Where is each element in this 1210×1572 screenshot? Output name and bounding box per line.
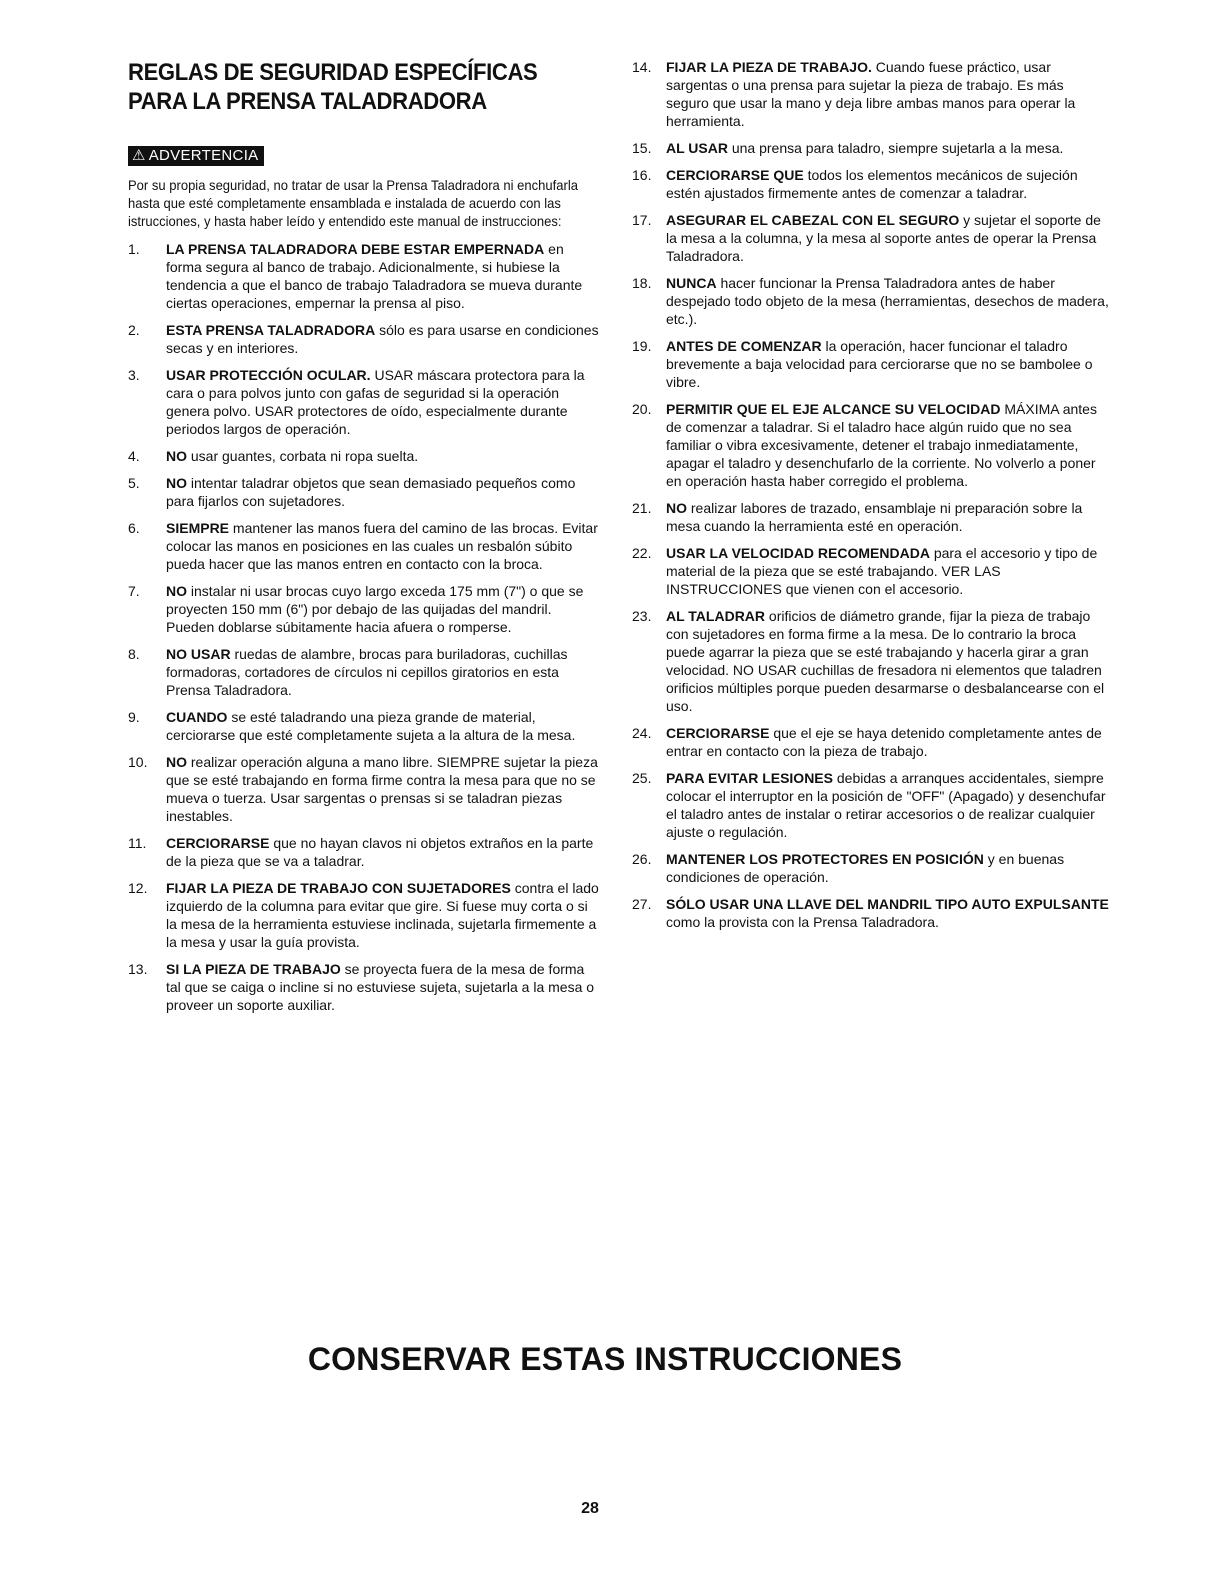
rule-lead: SI LA PIEZA DE TRABAJO — [166, 961, 341, 977]
rule-item — [128, 519, 600, 573]
warning-badge — [128, 146, 264, 166]
rule-number: 22. — [632, 545, 652, 561]
rule-number: 3. — [128, 367, 140, 383]
rule-lead: NO — [166, 754, 187, 770]
rule-item — [632, 724, 1110, 760]
rule-lead: NO — [166, 448, 187, 464]
rule-item — [128, 366, 600, 438]
rule-lead: PERMITIR QUE EL EJE ALCANCE SU VELOCIDAD — [666, 401, 1001, 417]
rule-item — [128, 321, 600, 357]
title-line-1: REGLAS DE SEGURIDAD ESPECÍFICAS — [128, 59, 538, 86]
rule-number: 16. — [632, 167, 652, 183]
rule-lead: NUNCA — [666, 275, 717, 291]
rule-text: se proyecta fuera de la mesa de forma tal que se caiga o incline si no estuviese sujeta, sujetarla a la mesa o proveer un soporte auxiliar. — [166, 961, 595, 1013]
rule-text: realizar operación alguna a mano libre. SIEMPRE sujetar la pieza que se esté trabajando en forma firme contra la mesa para que no se mueva o tuerza. Usar sargentas o prensas si se taladran piezas inestables. — [166, 754, 598, 824]
rule-item — [632, 544, 1110, 598]
rule-text: y en buenas condiciones de operación. — [666, 851, 1065, 885]
rule-item — [128, 447, 600, 465]
rule-number: 14. — [632, 59, 652, 75]
rule-number: 25. — [632, 770, 652, 786]
rule-lead: NO — [166, 475, 187, 491]
rule-text: contra el lado izquierdo de la columna para evitar que gire. Si fuese muy corta o si la mesa de la herramienta estuviese inclinada, sujetarla firmemente a la mesa y usar la guía provista. — [166, 880, 599, 950]
rule-item — [128, 582, 600, 636]
rule-number: 23. — [632, 608, 652, 624]
rule-number: 17. — [632, 212, 652, 228]
left-column — [128, 58, 600, 1023]
right-column — [632, 58, 1110, 940]
rule-number: 15. — [632, 140, 652, 156]
rule-lead: PARA EVITAR LESIONES — [666, 770, 833, 786]
page-title — [128, 58, 562, 116]
rule-text: USAR máscara protectora para la cara o para polvos junto con gafas de seguridad si la operación genera polvo. USAR protectores de oído, especialmente durante periodos largos de operación. — [166, 367, 585, 437]
rule-lead: CUANDO — [166, 709, 228, 725]
rule-text: Cuando fuese práctico, usar sargentas o una prensa para sujetar la pieza de trabajo. Es más seguro que usar la mano y deja libre ambas manos para operar la herramienta. — [666, 59, 1076, 129]
rule-text: para el accesorio y tipo de material de la pieza que se esté trabajando. VER LAS INSTRUCCIONES que vienen con el accesorio. — [666, 545, 1098, 597]
rule-number: 13. — [128, 961, 148, 977]
rule-item — [128, 708, 600, 744]
rule-number: 7. — [128, 583, 140, 599]
rule-lead: FIJAR LA PIEZA DE TRABAJO. — [666, 59, 872, 75]
rule-lead: AL TALADRAR — [666, 608, 766, 624]
rule-lead: SÓLO USAR UNA LLAVE DEL MANDRIL TIPO AUTO EXPULSANTE — [666, 896, 1109, 912]
rule-item — [632, 337, 1110, 391]
rule-text: la operación, hacer funcionar el taladro brevemente a baja velocidad para cerciorarse que no se bambolee o vibre. — [666, 338, 1093, 390]
rule-text: en forma segura al banco de trabajo. Adicionalmente, si hubiese la tendencia a que el banco de trabajo Taladradora se mueva durante ciertas operaciones, empernar la prensa al piso. — [166, 241, 583, 311]
rule-lead: NO — [666, 500, 687, 516]
rule-item — [128, 753, 600, 825]
rule-text: debidas a arranques accidentales, siempre colocar el interruptor en la posición de "OFF" (Apagado) y desenchufar el taladro antes de instalar o retirar accesorios o de realizar cualquier ajuste o regulación. — [666, 770, 1106, 840]
rule-item — [128, 645, 600, 699]
rule-text: hacer funcionar la Prensa Taladradora antes de haber despejado todo objeto de la mesa (herramientas, desechos de madera, etc.). — [666, 275, 1109, 327]
rule-item — [632, 58, 1110, 130]
rule-number: 5. — [128, 475, 140, 491]
rule-item — [632, 211, 1110, 265]
rule-text: sólo es para usarse en condiciones secas y en interiores. — [166, 322, 599, 356]
rule-text: instalar ni usar brocas cuyo largo exceda 175 mm (7") o que se proyecten 150 mm (6") por debajo de las quijadas del mandril. Pueden doblarse súbitamente hacia afuera o romperse. — [166, 583, 584, 635]
rule-lead: SIEMPRE — [166, 520, 230, 536]
footer-title: CONSERVAR ESTAS INSTRUCCIONES — [307, 1341, 903, 1377]
rule-lead: NO USAR — [166, 646, 231, 662]
rule-text: que el eje se haya detenido completamente antes de entrar en contacto con la pieza de trabajo. — [666, 725, 1102, 759]
rule-lead: LA PRENSA TALADRADORA DEBE ESTAR EMPERNADA — [166, 241, 545, 257]
title-line-2: PARA LA PRENSA TALADRADORA — [128, 88, 487, 115]
rule-text: como la provista con la Prensa Taladradora. — [666, 914, 939, 930]
rule-text: usar guantes, corbata ni ropa suelta. — [187, 448, 419, 464]
rule-text: que no hayan clavos ni objetos extraños en la parte de la pieza que se va a taladrar. — [166, 835, 594, 869]
rule-lead: USAR PROTECCIÓN OCULAR. — [166, 367, 371, 383]
rule-text: se esté taladrando una pieza grande de material, cerciorarse que esté completamente sujeta a la altura de la mesa. — [166, 709, 576, 743]
intro-paragraph: Por su propia seguridad, no tratar de usar la Prensa Taladradora ni enchufarla hasta que esté completamente ensamblada e instalada de acuerdo con las istrucciones, y hasta haber leído y entendido este manual de instrucciones: — [128, 177, 578, 229]
page-number: 28 — [581, 1500, 599, 1517]
rule-item — [128, 240, 600, 312]
rule-number: 21. — [632, 500, 652, 516]
rule-text: mantener las manos fuera del camino de las brocas. Evitar colocar las manos en posiciones en las cuales un resbalón súbito pueda hacer que las manos entren en contacto con la broca. — [166, 520, 598, 572]
rule-number: 4. — [128, 448, 140, 464]
rule-number: 2. — [128, 322, 140, 338]
rule-text: MÁXIMA antes de comenzar a taladrar. Si el taladro hace algún ruido que no sea familiar o vibra excesivamente, detener el trabajo inmediatamente, apagar el taladro y desenchufarlo de la corriente. No volverlo a poner en operación hasta haber corregido el problema. — [666, 401, 1097, 489]
rule-number: 6. — [128, 520, 140, 536]
rule-text: y sujetar el soporte de la mesa a la columna, y la mesa al soporte antes de operar la Prensa Taladradora. — [666, 212, 1101, 264]
rule-lead: ASEGURAR EL CABEZAL CON EL SEGURO — [666, 212, 960, 228]
rule-lead: ESTA PRENSA TALADRADORA — [166, 322, 376, 338]
rule-text: una prensa para taladro, siempre sujetarla a la mesa. — [727, 140, 1064, 156]
safety-rules-list-right — [632, 58, 1110, 931]
rule-item — [632, 895, 1110, 931]
warning-triangle-icon: ⚠ — [132, 147, 146, 164]
rule-number: 24. — [632, 725, 652, 741]
rule-item — [128, 474, 600, 510]
rule-number: 11. — [128, 835, 147, 851]
rule-item — [128, 879, 600, 951]
rule-text: intentar taladrar objetos que sean demasiado pequeños como para fijarlos con sujetadores. — [166, 475, 576, 509]
rule-text: realizar labores de trazado, ensamblaje ni preparación sobre la mesa cuando la herramienta esté en operación. — [666, 500, 1083, 534]
rule-item — [128, 834, 600, 870]
rule-number: 20. — [632, 401, 652, 417]
rule-lead: FIJAR LA PIEZA DE TRABAJO CON SUJETADORES — [166, 880, 511, 896]
rule-number: 9. — [128, 709, 140, 725]
rule-lead: CERCIORARSE — [166, 835, 270, 851]
rule-number: 26. — [632, 851, 652, 867]
rule-number: 1. — [128, 241, 140, 257]
rule-item — [632, 166, 1110, 202]
rule-item — [632, 769, 1110, 841]
safety-rules-list-left — [128, 240, 600, 1014]
rule-item — [128, 960, 600, 1014]
warning-label: ADVERTENCIA — [148, 147, 259, 164]
rule-lead: NO — [166, 583, 187, 599]
rule-text: orificios de diámetro grande, fijar la pieza de trabajo con sujetadores en forma firme a la mesa. De lo contrario la broca puede agarrar la pieza que se esté trabajando y hacerla girar a gran velocidad. NO USAR cuchillas de fresadora ni elementos que taladren orificios múltiples porque pueden desarmarse o desbalancearse con el uso. — [666, 608, 1105, 714]
rule-number: 27. — [632, 896, 652, 912]
rule-item — [632, 274, 1110, 328]
rule-lead: MANTENER LOS PROTECTORES EN POSICIÓN — [666, 851, 984, 867]
rule-item — [632, 400, 1110, 490]
rule-text: todos los elementos mecánicos de sujeción estén ajustados firmemente antes de comenzar a taladrar. — [666, 167, 1078, 201]
rule-number: 18. — [632, 275, 652, 291]
rule-lead: ANTES DE COMENZAR — [666, 338, 822, 354]
rule-lead: CERCIORARSE QUE — [666, 167, 804, 183]
rule-text: ruedas de alambre, brocas para buriladoras, cuchillas formadoras, cortadores de círculos ni cepillos giratorios en esta Prensa Taladradora. — [166, 646, 568, 698]
rule-lead: USAR LA VELOCIDAD RECOMENDADA — [666, 545, 930, 561]
rule-item — [632, 499, 1110, 535]
rule-number: 8. — [128, 646, 140, 662]
rule-item — [632, 139, 1110, 157]
rule-lead: CERCIORARSE — [666, 725, 770, 741]
rule-number: 19. — [632, 338, 652, 354]
rule-number: 10. — [128, 754, 148, 770]
rule-item — [632, 850, 1110, 886]
rule-item — [632, 607, 1110, 715]
rule-number: 12. — [128, 880, 148, 896]
rule-lead: AL USAR — [666, 140, 728, 156]
